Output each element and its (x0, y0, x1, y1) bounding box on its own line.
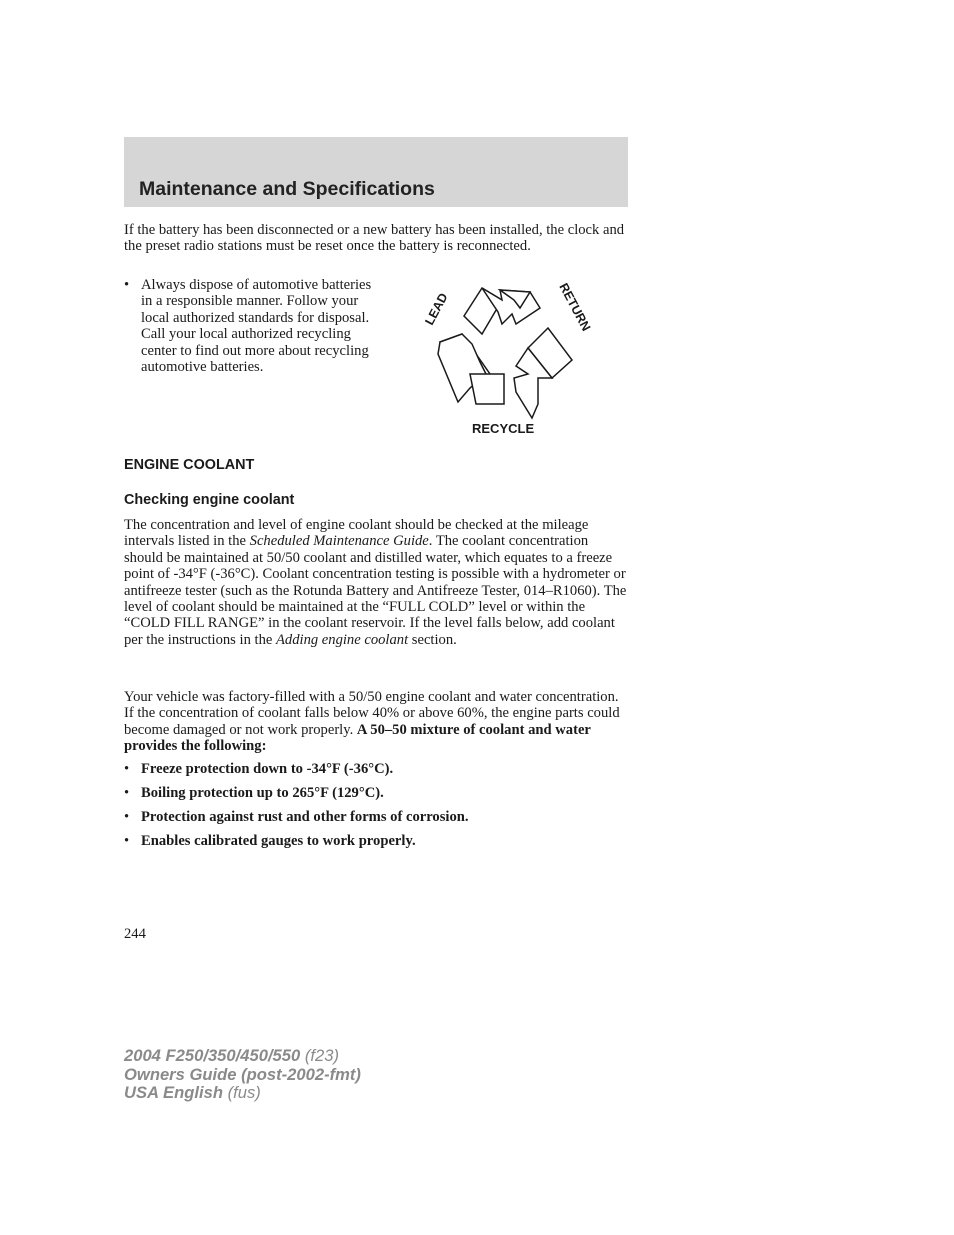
section-title: Maintenance and Specifications (139, 178, 435, 200)
intro-paragraph: If the battery has been disconnected or a new battery has been installed, the clock and the preset radio stations must be reset once the battery is reconnected. (124, 222, 625, 255)
document-footer (124, 1047, 361, 1103)
mixture-benefits-lead: A 50–50 mixture of coolant and water provides the following: (124, 721, 591, 755)
coolant-benefits-list (124, 761, 630, 857)
battery-disposal-text: Always dispose of automotive batteries in a responsible manner. Follow your local authorized standards for disposal. Call your local authorized recycling center to find out more about recycling automotive batteries. (141, 277, 372, 376)
bullet-marker: • (124, 277, 130, 293)
recycle-label-recycle: RECYCLE (472, 421, 535, 436)
battery-disposal-bullet (124, 277, 379, 375)
adding-engine-coolant-ref: Adding engine coolant (276, 631, 409, 648)
bullet-marker: • (124, 833, 130, 849)
para-text: Your vehicle was factory-filled with a 50/50 engine coolant and water concentration. If the concentration of coolant falls below 40% or above 60%, the engine parts could become damaged or not work properly. (124, 689, 620, 738)
footer-line-model: 2004 F250/350/450/550 (f23) (124, 1046, 339, 1065)
recycle-label-return: RETURN (556, 280, 594, 334)
bullet-marker: • (124, 761, 130, 777)
section-header-band (124, 137, 628, 207)
para-text: The concentration and level of engine coolant should be checked at the mileage intervals listed in the (124, 517, 589, 550)
checking-coolant-subheading: Checking engine coolant (124, 492, 295, 508)
factory-fill-paragraph (124, 689, 630, 755)
list-item-text: Freeze protection down to -34°F (-36°C). (141, 761, 394, 777)
engine-coolant-heading: ENGINE COOLANT (124, 457, 255, 473)
list-item-text: Boiling protection up to 265°F (129°C). (141, 785, 384, 801)
footer-line-language: USA English (fus) (124, 1083, 261, 1102)
list-item (124, 785, 630, 801)
recycle-symbol (420, 278, 600, 440)
bullet-marker: • (124, 785, 130, 801)
coolant-concentration-paragraph (124, 517, 630, 648)
bullet-marker: • (124, 809, 130, 825)
list-item-text: Enables calibrated gauges to work properly. (141, 833, 416, 849)
list-item (124, 809, 630, 825)
recycle-label-lead: LEAD (422, 290, 451, 328)
list-item (124, 833, 630, 849)
page-number: 244 (124, 926, 146, 942)
list-item (124, 761, 630, 777)
footer-line-guide: Owners Guide (post-2002-fmt) (124, 1064, 361, 1084)
para-text: . The coolant concentration should be maintained at 50/50 coolant and distilled water, which equates to a freeze point of -34°F (-36°C). Coolant concentration testing is possible with a hydrometer or antifreeze tester (such as the Rotunda Battery and Antifreeze Tester, 014–R1060). The level of coolant should be maintained at the “FULL COLD” level or within the “COLD FILL RANGE” in the coolant reservoir. If the level falls below, add coolant per the instructions in the (124, 533, 627, 648)
para-text: section. (408, 631, 457, 648)
list-item-text: Protection against rust and other forms of corrosion. (141, 809, 469, 825)
scheduled-maintenance-guide-ref: Scheduled Maintenance Guide (249, 533, 429, 550)
recycle-arrows-icon (420, 278, 600, 440)
